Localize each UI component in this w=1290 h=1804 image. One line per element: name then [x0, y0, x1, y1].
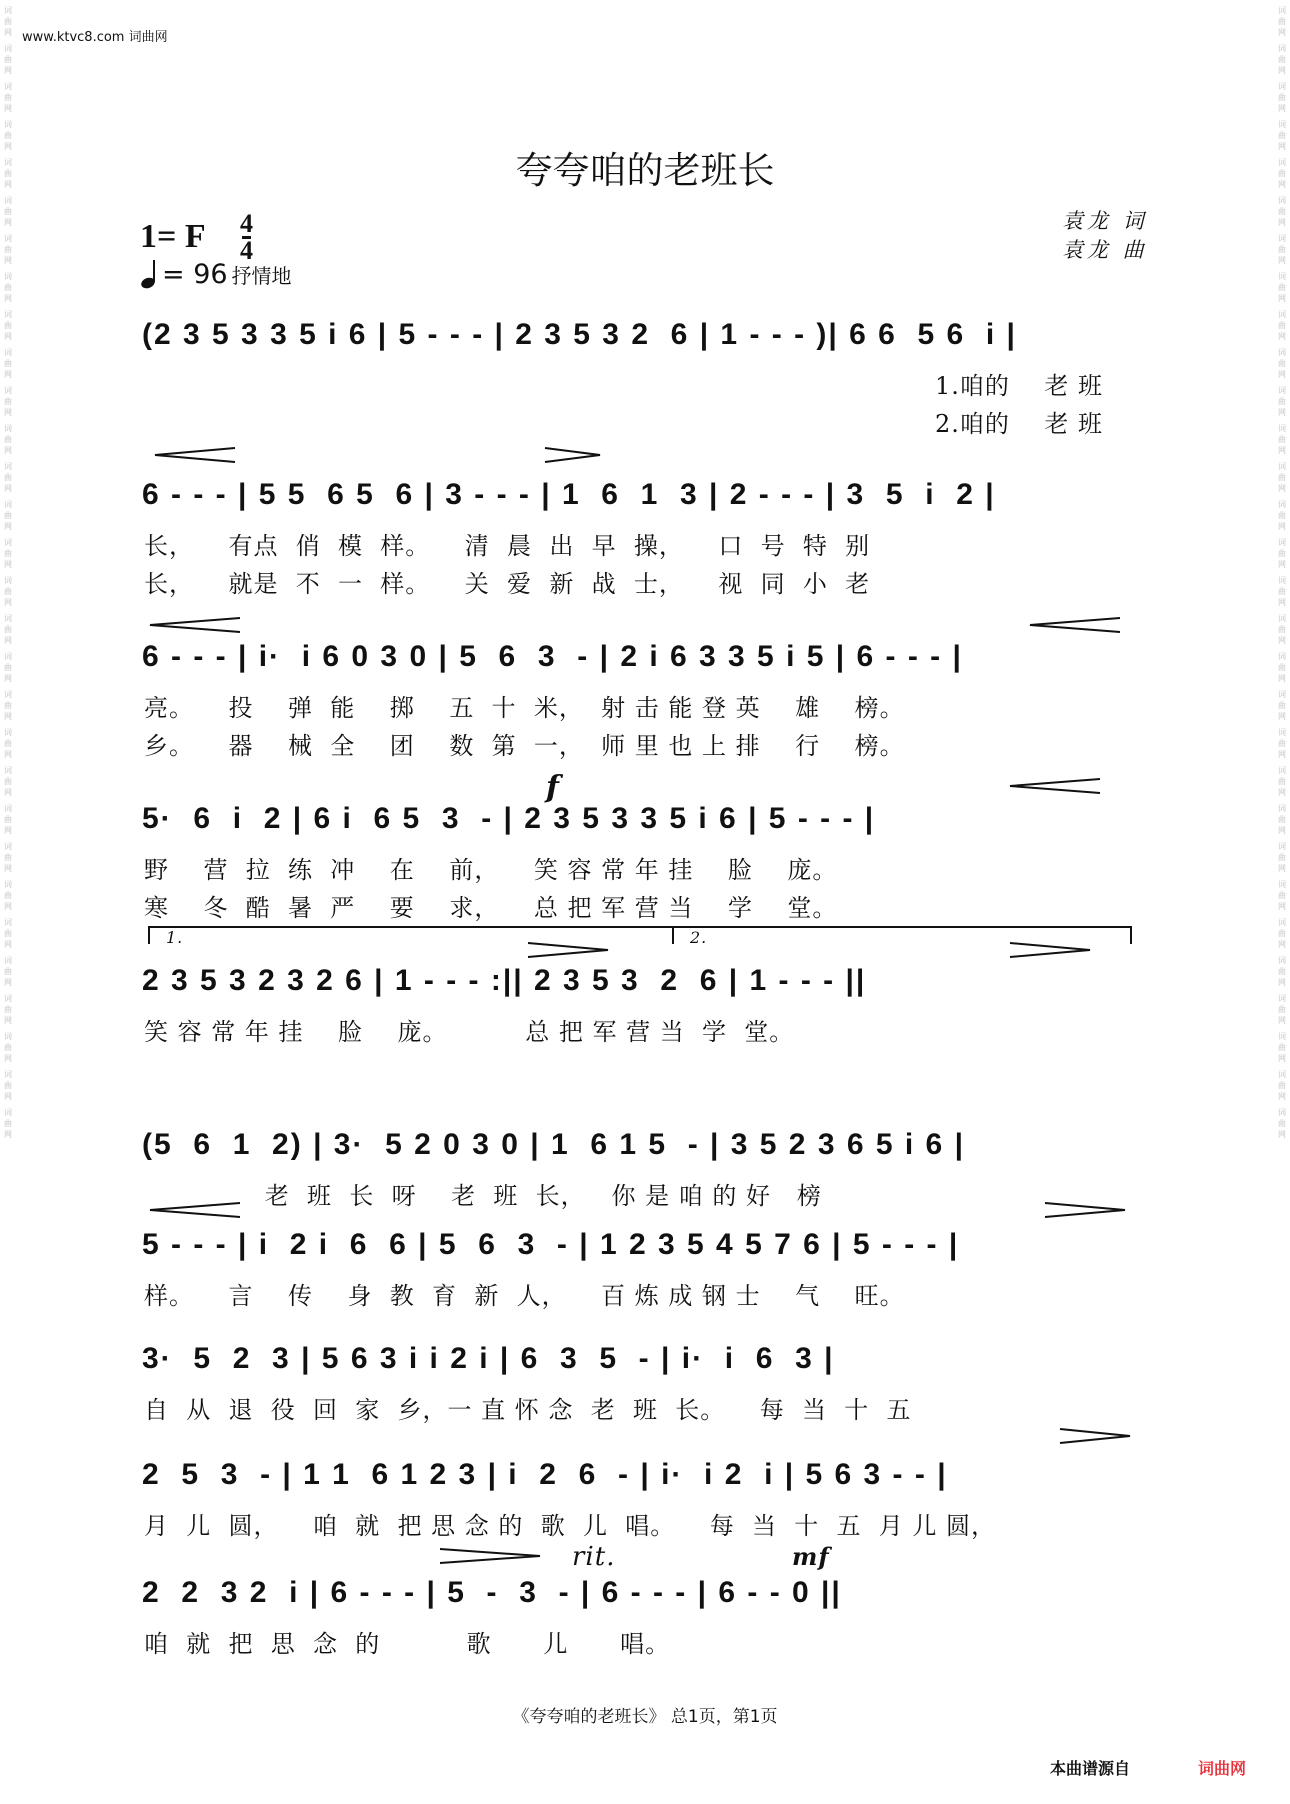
notation-line: 2 5 3 - | 1 1 6 1 2 3 | i 2 6 - | i· i 2 i | 5 6 3 - - | [142, 1458, 948, 1491]
lyric-line: 长， 有点 俏 模 样。 清 晨 出 早 操， 口 号 特 别 [144, 532, 871, 560]
watermark-glyph: 词 曲 网 [1278, 728, 1286, 759]
time-signature-bottom: 4 [240, 236, 253, 265]
brand-logo: 词曲网 [1198, 1759, 1247, 1778]
watermark-glyph: 词 曲 网 [1278, 1070, 1286, 1101]
watermark-glyph: 词 曲 网 [1278, 158, 1286, 189]
tempo-bpm: = 96 [162, 258, 228, 290]
decrescendo-hairpin [1010, 943, 1090, 957]
decrescendo-hairpin [545, 448, 600, 462]
volta-1-bracket: 1. [148, 926, 676, 944]
lyric-line: 野 营 拉 练 冲 在 前， 笑 容 常 年 挂 脸 庞。 [144, 856, 838, 884]
watermark-glyph: 词 曲 网 [1278, 348, 1286, 379]
watermark-glyph: 词 曲 网 [4, 386, 12, 417]
lyric-line: 自 从 退 役 回 家 乡，一 直 怀 念 老 班 长。 每 当 十 五 [144, 1396, 912, 1424]
watermark-glyph: 词 曲 网 [4, 842, 12, 873]
crescendo-hairpin [150, 618, 240, 632]
watermark-glyph: 词 曲 网 [4, 348, 12, 379]
watermark-glyph: 词 曲 网 [1278, 918, 1286, 949]
tempo-expression: 抒情地 [231, 263, 292, 288]
watermark-glyph: 词 曲 网 [4, 538, 12, 569]
watermark-glyph: 词 曲 网 [1278, 500, 1286, 531]
site-header: www.ktvc8.com 词曲网 [22, 30, 168, 45]
lyric-line: 笑 容 常 年 挂 脸 庞。 总 把 军 营 当 学 堂。 [144, 1018, 795, 1046]
forte-mark: f [546, 770, 560, 805]
watermark-glyph: 词 曲 网 [4, 158, 12, 189]
key-signature: 1= F [140, 218, 206, 255]
watermark-glyph: 词 曲 网 [4, 272, 12, 303]
watermark-glyph: 词 曲 网 [4, 994, 12, 1025]
notation-line: 6 - - - | i· i 6 0 3 0 | 5 6 3 - | 2 i 6 3 3 5 i 5 | 6 - - - | [142, 640, 963, 673]
watermark-glyph: 词 曲 网 [4, 652, 12, 683]
watermark-glyph: 词 曲 网 [1278, 1032, 1286, 1063]
watermark-glyph: 词 曲 网 [1278, 994, 1286, 1025]
notation-line: 5· 6 i 2 | 6 i 6 5 3 - | 2 3 5 3 3 5 i 6 | 5 - - - | [142, 802, 876, 835]
watermark-glyph: 词 曲 网 [4, 880, 12, 911]
watermark-glyph: 词 曲 网 [1278, 424, 1286, 455]
mezzo-forte-mark: mf [792, 1542, 830, 1571]
time-signature-top: 4 [240, 209, 253, 238]
song-title: 夸夸咱的老班长 [515, 149, 775, 192]
page-footer: 《夸夸咱的老班长》 总1页，第1页 [512, 1707, 778, 1727]
watermark-glyph: 词 曲 网 [4, 728, 12, 759]
watermark-glyph: 词 曲 网 [1278, 538, 1286, 569]
watermark-glyph: 词 曲 网 [4, 424, 12, 455]
watermark-glyph: 词 曲 网 [1278, 766, 1286, 797]
lyric-line: 咱 就 把 思 念 的 歌 儿 唱。 [144, 1630, 671, 1658]
watermark-glyph: 词 曲 网 [1278, 462, 1286, 493]
notation-line: (5 6 1 2) | 3· 5 2 0 3 0 | 1 6 1 5 - | 3 5 2 3 6 5 i 6 | [142, 1128, 965, 1161]
watermark-glyph: 词 曲 网 [4, 1070, 12, 1101]
watermark-glyph: 词 曲 网 [1278, 196, 1286, 227]
watermark-glyph: 词 曲 网 [4, 766, 12, 797]
watermark-glyph: 词 曲 网 [1278, 386, 1286, 417]
notation-line: 5 - - - | i 2 i 6 6 | 5 6 3 - | 1 2 3 5 4 5 7 6 | 5 - - - | [142, 1228, 960, 1261]
watermark-glyph: 词 曲 网 [4, 690, 12, 721]
watermark-glyph: 词 曲 网 [4, 614, 12, 645]
watermark-glyph: 词 曲 网 [4, 44, 12, 75]
watermark-glyph: 词 曲 网 [4, 956, 12, 987]
watermark-glyph: 词 曲 网 [1278, 82, 1286, 113]
watermark-glyph: 词 曲 网 [1278, 44, 1286, 75]
watermark-glyph: 词 曲 网 [1278, 956, 1286, 987]
watermark-glyph: 词 曲 网 [1278, 614, 1286, 645]
lyric-line: 2.咱的 老 班 [935, 410, 1104, 438]
decrescendo-hairpin [440, 1549, 540, 1563]
notation-line: (2 3 5 3 3 5 i 6 | 5 - - - | 2 3 5 3 2 6 | 1 - - - )| 6 6 5 6 i | [142, 318, 1017, 351]
lyric-line: 乡。 器 械 全 团 数 第 一， 师 里 也 上 排 行 榜。 [144, 732, 905, 760]
watermark-glyph: 词 曲 网 [4, 576, 12, 607]
watermark-glyph: 词 曲 网 [1278, 6, 1286, 37]
watermark-glyph: 词 曲 网 [1278, 1108, 1286, 1139]
lyricist: 袁龙 词 [1062, 209, 1148, 233]
watermark-glyph: 词 曲 网 [4, 310, 12, 341]
watermark-glyph: 词 曲 网 [1278, 310, 1286, 341]
watermark-glyph: 词 曲 网 [4, 462, 12, 493]
ritardando-mark: rit. [572, 1542, 616, 1572]
volta-2-bracket: 2. [672, 926, 1132, 944]
watermark-glyph: 词 曲 网 [4, 234, 12, 265]
watermark-glyph: 词 曲 网 [1278, 576, 1286, 607]
watermark-glyph: 词 曲 网 [4, 1032, 12, 1063]
lyric-line: 样。 言 传 身 教 育 新 人， 百 炼 成 钢 士 气 旺。 [144, 1282, 905, 1310]
crescendo-hairpin [1030, 618, 1120, 632]
watermark-glyph: 词 曲 网 [4, 120, 12, 151]
crescendo-hairpin [1010, 779, 1100, 793]
watermark-glyph: 词 曲 网 [1278, 842, 1286, 873]
watermark-glyph: 词 曲 网 [4, 82, 12, 113]
notation-line: 6 - - - | 5 5 6 5 6 | 3 - - - | 1 6 1 3 | 2 - - - | 3 5 i 2 | [142, 478, 996, 511]
watermark-glyph: 词 曲 网 [1278, 690, 1286, 721]
watermark-glyph: 词 曲 网 [1278, 880, 1286, 911]
crescendo-hairpin [150, 1203, 240, 1217]
watermark-glyph: 词 曲 网 [1278, 652, 1286, 683]
watermark-glyph: 词 曲 网 [4, 196, 12, 227]
notation-line: 2 2 3 2 i | 6 - - - | 5 - 3 - | 6 - - - | 6 - - 0 || [142, 1576, 842, 1609]
decrescendo-hairpin [528, 943, 608, 957]
watermark-glyph: 词 曲 网 [1278, 272, 1286, 303]
notation-line: 3· 5 2 3 | 5 6 3 i i 2 i | 6 3 5 - | i· i 6 3 | [142, 1342, 835, 1375]
watermark-glyph: 词 曲 网 [4, 918, 12, 949]
watermark-glyph: 词 曲 网 [1278, 804, 1286, 835]
lyric-line: 月 儿 圆， 咱 就 把 思 念 的 歌 儿 唱。 每 当 十 五 月 儿 圆， [144, 1512, 997, 1540]
watermark-glyph: 词 曲 网 [4, 804, 12, 835]
watermark-glyph: 词 曲 网 [1278, 234, 1286, 265]
watermark-glyph: 词 曲 网 [1278, 120, 1286, 151]
watermark-glyph: 词 曲 网 [4, 500, 12, 531]
lyric-line: 长， 就是 不 一 样。 关 爱 新 战 士， 视 同 小 老 [144, 570, 871, 598]
lyric-line: 老 班 长 呀 老 班 长， 你 是 咱 的 好 榜 [144, 1182, 822, 1210]
watermark-glyph: 词 曲 网 [4, 6, 12, 37]
watermark-glyph: 词 曲 网 [4, 1108, 12, 1139]
notation-line: 2 3 5 3 2 3 2 6 | 1 - - - :|| 2 3 5 3 2 6 | 1 - - - || [142, 964, 867, 997]
crescendo-hairpin [155, 448, 235, 462]
lyric-line: 1.咱的 老 班 [935, 372, 1104, 400]
decrescendo-hairpin [1045, 1203, 1125, 1217]
decrescendo-hairpin [1060, 1429, 1130, 1443]
lyric-line: 寒 冬 酷 暑 严 要 求， 总 把 军 营 当 学 堂。 [144, 894, 838, 922]
source-label: 本曲谱源自 [1050, 1759, 1131, 1778]
lyric-line: 亮。 投 弹 能 掷 五 十 米， 射 击 能 登 英 雄 榜。 [144, 694, 905, 722]
composer: 袁龙 曲 [1062, 238, 1148, 262]
